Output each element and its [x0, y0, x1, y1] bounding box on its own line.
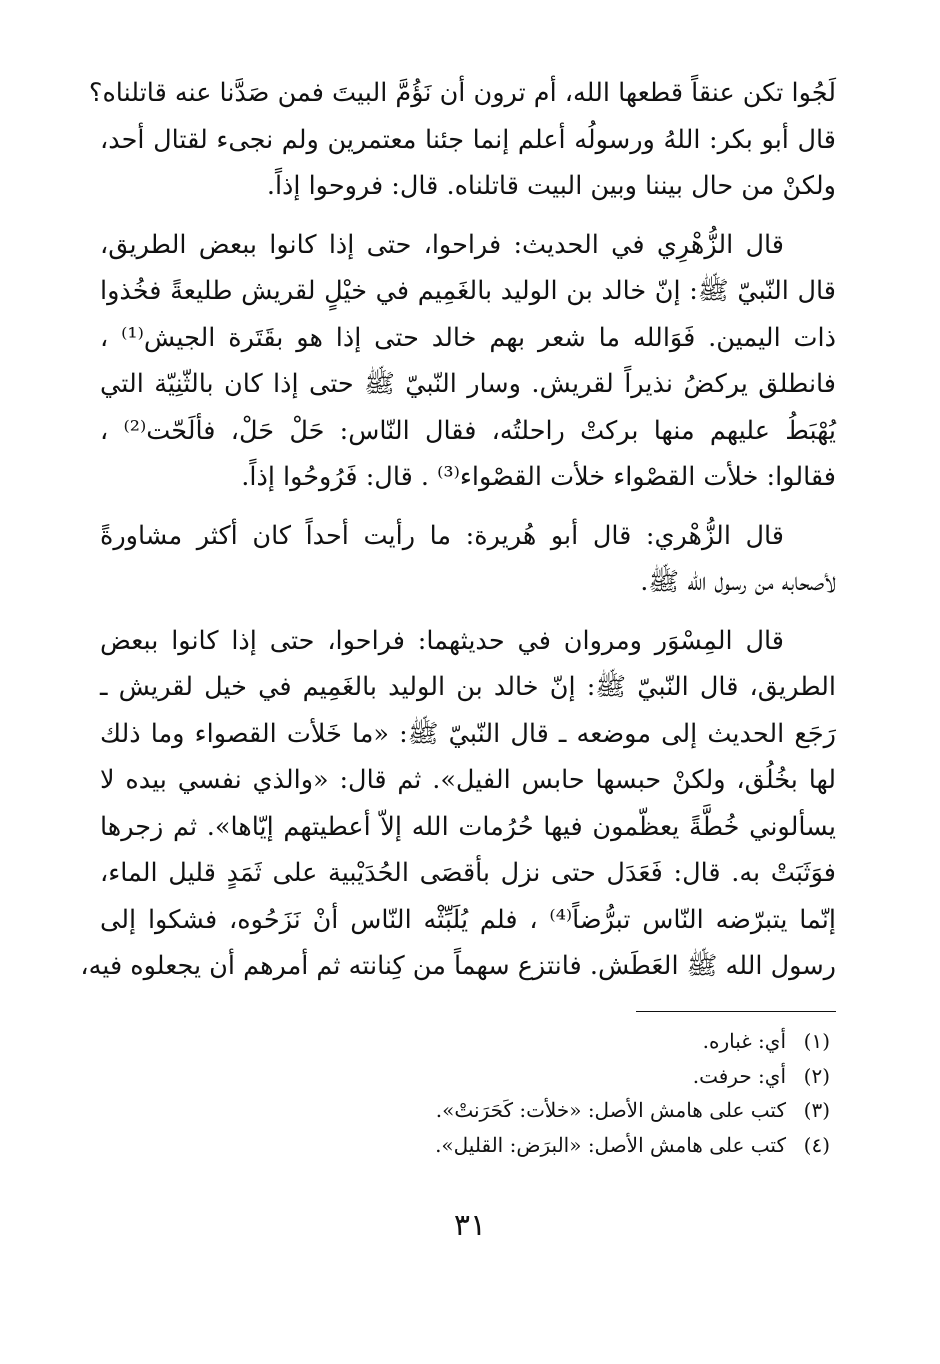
text-line: رسول الله ﷺ العَطَش. فانتزع سهماً من كِنانته ثم أمرهم أن يجعلوه فيه، — [80, 951, 836, 981]
text-line: فوَثَبَتْ به. قال: فَعَدَل حتى نزل بأقصَى الحُدَيْبية على ثَمَدٍ قليل الماء، — [100, 858, 836, 888]
text-line: قال المِسْوَر ومروان في حديثهما: فراحوا، حتى إذا كانوا ببعض — [100, 625, 784, 656]
footnote-number: (٤) — [803, 1132, 830, 1157]
text-line: يُهْبَطُ عليهم منها بركتْ راحلتُه، فقال النّاس: حَلْ حَلْ، فألَحّت⁽²⁾ ، — [100, 415, 836, 446]
footnote — [130, 1024, 830, 1059]
paragraph — [88, 70, 836, 210]
main-text — [80, 70, 836, 990]
footnote-text: كتب على هامش الأصل: «خلأت: كَحَرَنتْ». — [435, 1098, 786, 1122]
text-line: لها بخُلُق، ولكنْ حبسها حابس الفيل». ثم قال: «والذي نفسي بيده لا — [100, 765, 836, 795]
text-line: لأصحابه من رسول الله ﷺ. — [640, 567, 836, 597]
text-line: قال أبو بكر: اللهُ ورسولُه أعلم إنما جئنا معتمرين ولم نجىء لقتال أحد، — [100, 124, 836, 155]
paragraph — [100, 222, 836, 501]
text-line: فقالوا: خلأت القصْواء خلأت القصْواء⁽³⁾ . قال: فَرُوحُوا إذاً. — [241, 462, 836, 492]
page-number: ٣١ — [453, 1208, 487, 1243]
text-line: قال الزُّهْرِي في الحديث: فراحوا، حتى إذا كانوا ببعض الطريق، — [100, 229, 784, 260]
text-line: رَجَع الحديث إلى موضعه ـ قال النّبيّ ﷺ: «ما خَلأت القصواء وما ذلك — [100, 718, 836, 749]
text-line: ذات اليمين. فَوَالله ما شعر بهم خالد حتى إذا هو بقَتَرة الجيش⁽¹⁾ ، — [100, 322, 836, 353]
text-line: ولكنْ من حال بيننا وبين البيت قاتلناه. قال: فروحوا إذاً. — [266, 171, 836, 201]
footnote — [130, 1059, 830, 1094]
footnote — [130, 1093, 830, 1128]
footnote-text: كتب على هامش الأصل: «البرَض: القليل». — [435, 1132, 786, 1157]
paragraph — [80, 618, 836, 990]
text-line: فانطلق يركضُ نذيراً لقريش. وسار النّبيّ ﷺ حتى إذا كان بالثّنِيّة التي — [100, 369, 836, 399]
text-line: إنّما يتبرّضه النّاس تبرُّضاً⁽⁴⁾ ، فلم يُلَبِّثْه النّاس أنْ نَزَحُوه، فشكوا إلى — [100, 904, 836, 935]
text-line: قال الزُّهْري: قال أبو هُريرة: ما رأيت أحداً كان أكثر مشاورةً — [100, 520, 784, 551]
text-line: يسألوني خُطَّةً يعظّمون فيها حُرُمات الله إلاّ أعطيتهم إيّاها». ثم زجرها — [100, 811, 836, 842]
footnote-number: (٢) — [803, 1063, 830, 1088]
text-line: لَجُوا تكن عنقاً قطعها الله، أم ترون أن نَؤُمَّ البيتَ فمن صَدَّنا عنه قاتلناه؟ — [88, 78, 836, 108]
text-line: قال النّبيّ ﷺ: إنّ خالد بن الوليد بالغَمِيم في خيْلٍ لقريش طليعةً فخُذوا — [100, 276, 836, 306]
footnotes — [130, 1024, 830, 1162]
footnote-divider — [636, 1011, 836, 1012]
footnote-number: (٣) — [803, 1098, 830, 1122]
text-line: الطريق، قال النّبيّ ﷺ: إنّ خالد بن الوليد بالغَمِيم في خيل لقريش ـ — [100, 672, 836, 702]
footnote — [130, 1128, 830, 1163]
footnote-number: (١) — [803, 1029, 830, 1053]
footnote-text: أي: غباره. — [702, 1029, 786, 1053]
footnote-text: أي: حرفت. — [692, 1063, 786, 1088]
paragraph — [100, 513, 836, 606]
